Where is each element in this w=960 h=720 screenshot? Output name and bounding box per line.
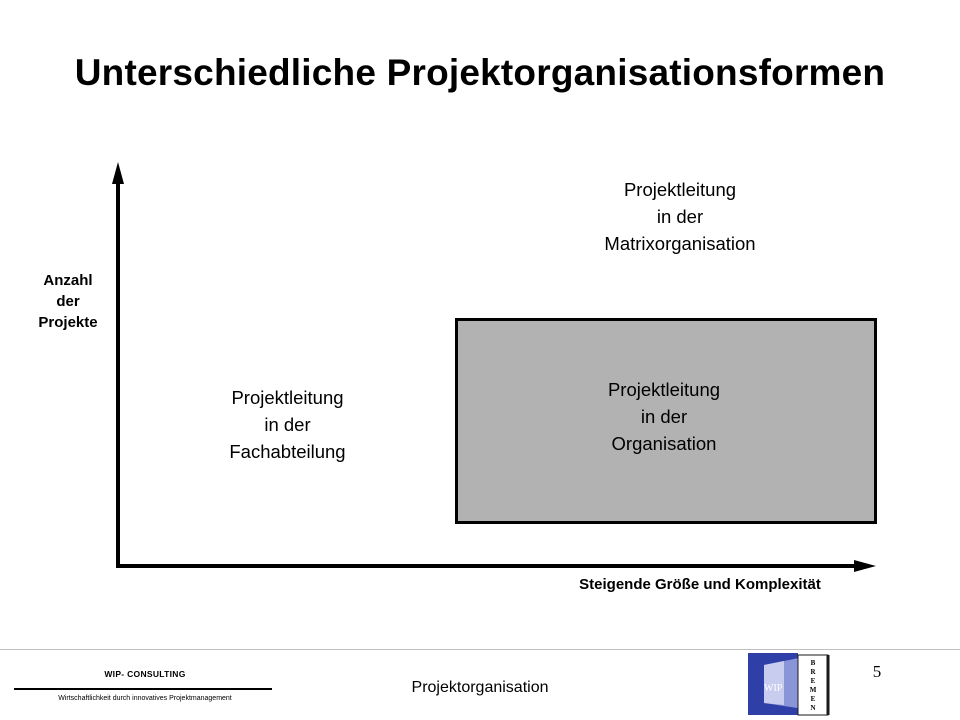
logo-letter: E: [810, 695, 816, 703]
label-line: Fachabteilung: [229, 441, 346, 462]
wip-bremen-logo: [744, 651, 834, 717]
logo-letter: M: [809, 686, 817, 694]
y-axis-label-line: Projekte: [38, 314, 98, 331]
logo-letter: E: [810, 677, 816, 685]
footer-divider: [0, 649, 960, 650]
logo-letter: N: [810, 704, 816, 712]
label-line: Matrixorganisation: [604, 233, 756, 254]
footer-section-title: Projektorganisation: [411, 679, 549, 696]
label-line: in der: [656, 206, 704, 227]
logo-letter: R: [810, 668, 816, 676]
y-axis-label: [18, 270, 118, 333]
logo-mark-text: WIP: [764, 683, 783, 694]
x-axis-label: Steigende Größe und Komplexität: [579, 576, 821, 593]
fachabteilung-label: [160, 384, 415, 465]
footer-tagline: Wirtschaftlichkeit durch innovatives Projektmanagement: [58, 695, 232, 702]
x-axis-arrowhead: [854, 560, 876, 572]
page-number: 5: [872, 662, 882, 681]
label-line: Projektleitung: [231, 387, 344, 408]
slide-title: Unterschiedliche Projektorganisationsformen: [74, 52, 886, 93]
label-line: Organisation: [611, 433, 717, 454]
footer-underline: [14, 688, 272, 690]
label-line: Projektleitung: [607, 379, 721, 400]
y-axis-label-line: der: [56, 293, 80, 310]
matrix-organisation-label: [540, 176, 820, 257]
logo-letter: B: [810, 659, 816, 667]
organisation-label: [458, 376, 870, 457]
y-axis-arrowhead: [112, 162, 124, 184]
label-line: in der: [640, 406, 688, 427]
label-line: in der: [264, 414, 311, 435]
label-line: Projektleitung: [623, 179, 737, 200]
y-axis-label-line: Anzahl: [43, 272, 93, 289]
footer-company: WIP- CONSULTING: [104, 669, 186, 679]
